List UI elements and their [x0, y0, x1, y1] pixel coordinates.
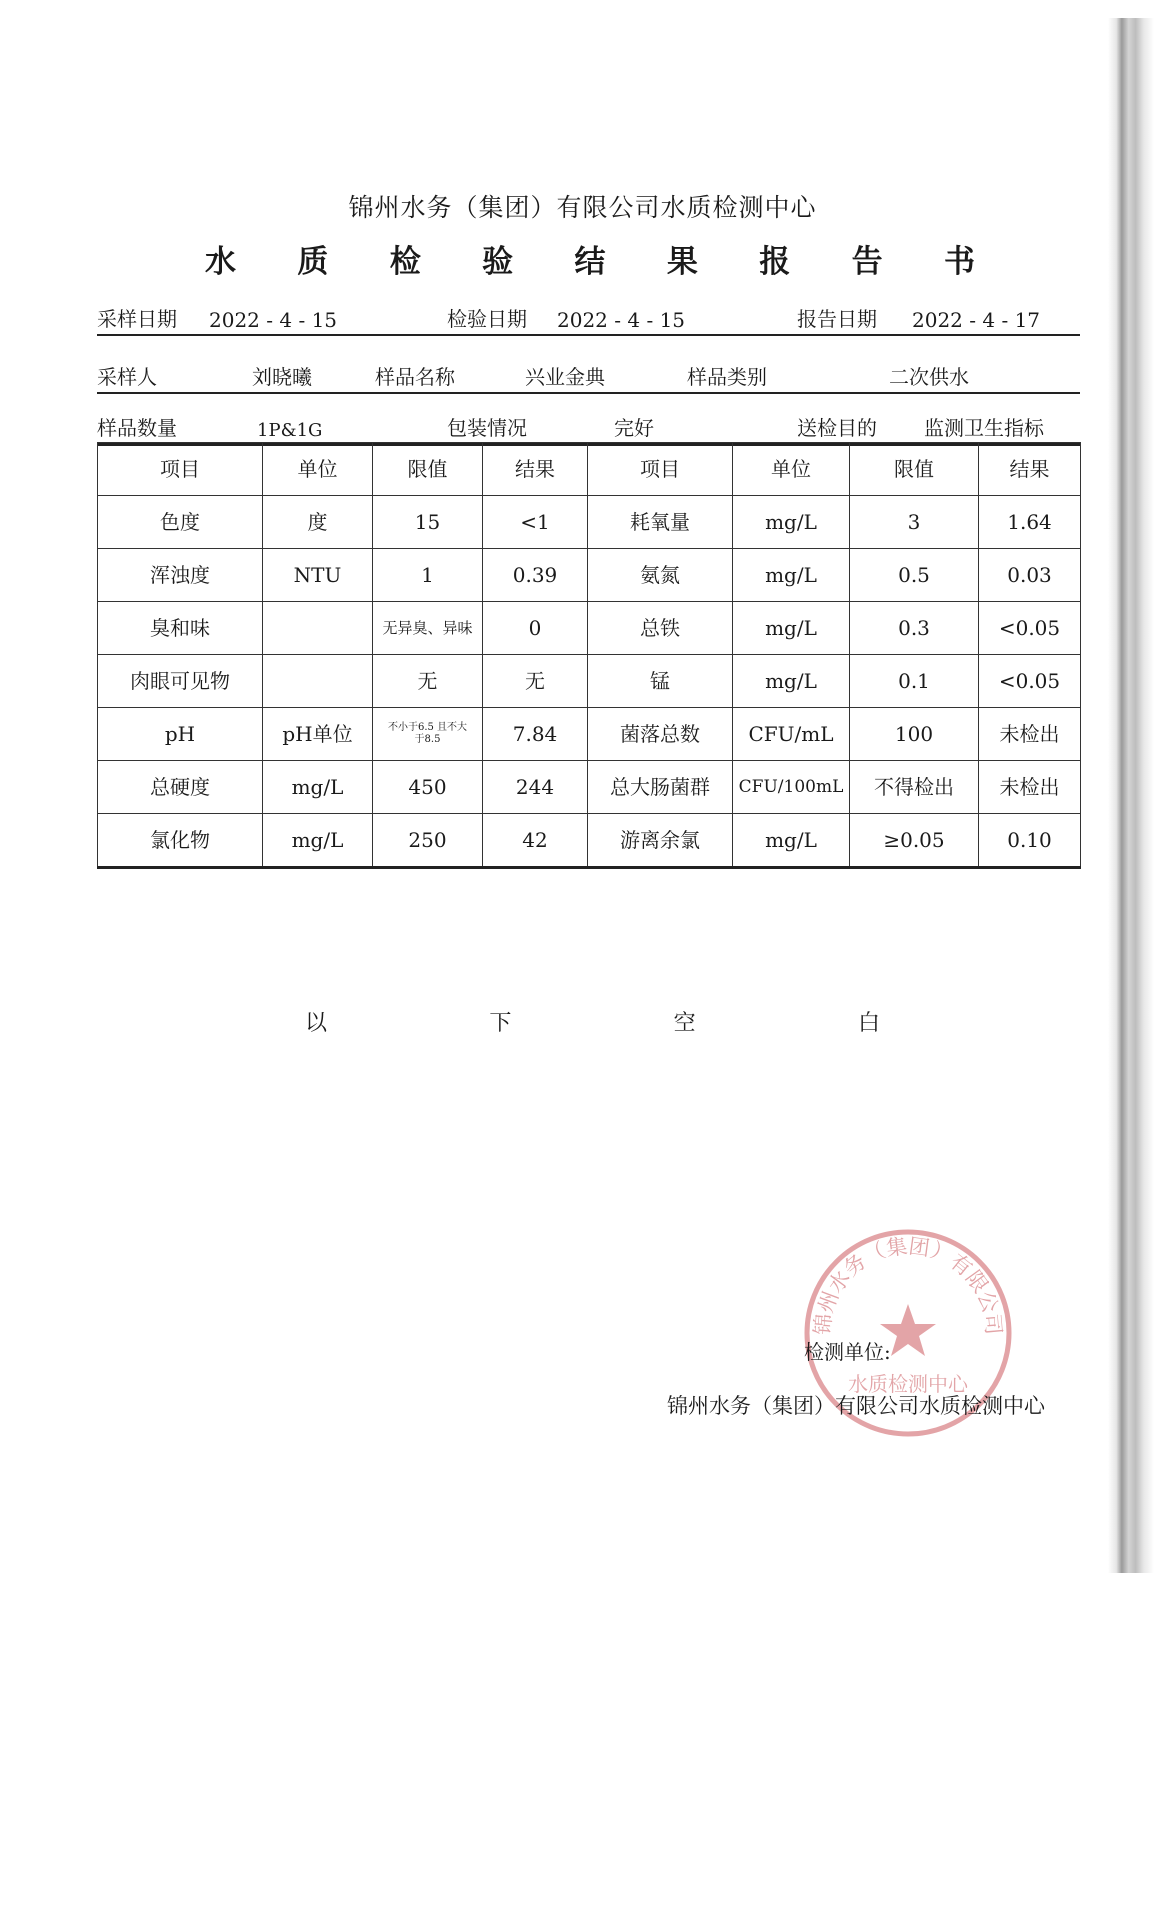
blank-char: 白: [857, 1011, 880, 1036]
table-cell: 1: [373, 549, 483, 602]
report-date-label: 报告日期: [797, 307, 877, 331]
table-cell: 无异臭、异味: [373, 602, 483, 655]
blank-char: 空: [673, 1011, 696, 1036]
sampler-value: 刘晓曦: [252, 365, 312, 389]
test-date-value: 2022 - 4 - 15: [557, 308, 686, 332]
sample-name-value: 兴业金典: [525, 365, 605, 389]
document-title: [205, 236, 975, 281]
table-header-row: [98, 443, 1081, 496]
sample-type-value: 二次供水: [889, 365, 969, 389]
sample-date-label: 采样日期: [97, 307, 177, 331]
table-cell: 250: [373, 814, 483, 868]
column-header: 结果: [979, 443, 1081, 496]
blank-below-notice: [305, 1006, 880, 1037]
table-cell: 总硬度: [98, 761, 263, 814]
table-cell: 臭和味: [98, 602, 263, 655]
table-cell: pH单位: [263, 708, 373, 761]
purpose-label: 送检目的: [797, 416, 877, 440]
table-cell: NTU: [263, 549, 373, 602]
table-cell: 总铁: [588, 602, 733, 655]
table-cell: 氨氮: [588, 549, 733, 602]
blank-char: 下: [489, 1011, 512, 1036]
testing-unit-org: 锦州水务（集团）有限公司水质检测中心: [667, 1394, 1045, 1418]
sample-type-label: 样品类别: [687, 365, 767, 389]
table-cell: 1.64: [979, 496, 1081, 549]
table-cell: 无: [483, 655, 588, 708]
table-cell: 无: [373, 655, 483, 708]
table-cell: 0.5: [850, 549, 979, 602]
table-cell: <0.05: [979, 655, 1081, 708]
table-cell: 总大肠菌群: [588, 761, 733, 814]
table-cell: 未检出: [979, 708, 1081, 761]
table-cell: 肉眼可见物: [98, 655, 263, 708]
table-cell: 不小于6.5 且不大于8.5: [373, 708, 483, 761]
table-cell: 0.1: [850, 655, 979, 708]
title-char: 报: [759, 244, 791, 280]
quantity-value: 1P&1G: [257, 420, 323, 441]
table-cell: 42: [483, 814, 588, 868]
purpose-value: 监测卫生指标: [924, 416, 1044, 440]
table-cell: 锰: [588, 655, 733, 708]
dates-row: [97, 294, 1080, 336]
column-header: 限值: [373, 443, 483, 496]
table-cell: 3: [850, 496, 979, 549]
table-row: [98, 814, 1081, 868]
seal-bottom-text: 水质检测中心: [848, 1372, 968, 1396]
table-cell: 色度: [98, 496, 263, 549]
packaging-label: 包装情况: [447, 416, 527, 440]
table-cell: mg/L: [733, 496, 850, 549]
table-cell: 氯化物: [98, 814, 263, 868]
table-cell: mg/L: [733, 814, 850, 868]
report-date-value: 2022 - 4 - 17: [912, 308, 1041, 332]
column-header: 项目: [588, 443, 733, 496]
table-cell: 0.3: [850, 602, 979, 655]
table-cell: 244: [483, 761, 588, 814]
title-char: 质: [297, 244, 329, 280]
blank-char: 以: [305, 1011, 328, 1036]
table-cell: 0.03: [979, 549, 1081, 602]
table-cell: 0.10: [979, 814, 1081, 868]
org-title: 锦州水务（集团）有限公司水质检测中心: [348, 193, 817, 222]
title-char: 检: [389, 244, 421, 280]
sampler-label: 采样人: [97, 365, 157, 389]
table-cell: 15: [373, 496, 483, 549]
table-cell: pH: [98, 708, 263, 761]
table-cell: 菌落总数: [588, 708, 733, 761]
results-table: [97, 442, 1081, 869]
table-cell: mg/L: [733, 602, 850, 655]
table-cell: 0: [483, 602, 588, 655]
table-cell: 450: [373, 761, 483, 814]
column-header: 项目: [98, 443, 263, 496]
table-cell: 未检出: [979, 761, 1081, 814]
table-cell: mg/L: [263, 761, 373, 814]
scanner-edge: [1108, 18, 1154, 1573]
table-cell: 0.39: [483, 549, 588, 602]
table-cell: CFU/mL: [733, 708, 850, 761]
table-cell: 浑浊度: [98, 549, 263, 602]
title-char: 水: [205, 244, 236, 280]
table-cell: <0.05: [979, 602, 1081, 655]
table-cell: 不得检出: [850, 761, 979, 814]
table-cell: 耗氧量: [588, 496, 733, 549]
table-cell: 游离余氯: [588, 814, 733, 868]
testing-unit-label: 检测单位:: [804, 1340, 891, 1364]
quantity-label: 样品数量: [97, 416, 177, 440]
seal-top-text: 锦州水务（集团）有限公司: [810, 1234, 1006, 1336]
column-header: 单位: [263, 443, 373, 496]
sample-info-row: [97, 352, 1080, 394]
test-date-label: 检验日期: [447, 307, 527, 331]
table-cell: CFU/100mL: [733, 761, 850, 814]
table-cell: 度: [263, 496, 373, 549]
column-header: 限值: [850, 443, 979, 496]
sample-date-value: 2022 - 4 - 15: [209, 308, 338, 332]
table-cell: mg/L: [733, 655, 850, 708]
table-row: [98, 761, 1081, 814]
title-char: 验: [482, 244, 514, 280]
table-row: [98, 602, 1081, 655]
table-cell: [263, 602, 373, 655]
table-cell: [263, 655, 373, 708]
table-row: [98, 655, 1081, 708]
table-cell: 7.84: [483, 708, 588, 761]
table-row: [98, 708, 1081, 761]
title-char: 果: [666, 244, 698, 280]
table-row: [98, 549, 1081, 602]
table-cell: mg/L: [263, 814, 373, 868]
table-cell: ≥0.05: [850, 814, 979, 868]
sample-detail-row: [97, 403, 1080, 446]
title-char: 书: [944, 244, 975, 280]
table-row: [98, 496, 1081, 549]
table-cell: mg/L: [733, 549, 850, 602]
sample-name-label: 样品名称: [375, 365, 455, 389]
table-cell: <1: [483, 496, 588, 549]
column-header: 结果: [483, 443, 588, 496]
title-char: 告: [851, 244, 883, 280]
title-char: 结: [574, 244, 606, 280]
table-cell: 100: [850, 708, 979, 761]
packaging-value: 完好: [614, 416, 654, 440]
column-header: 单位: [733, 443, 850, 496]
